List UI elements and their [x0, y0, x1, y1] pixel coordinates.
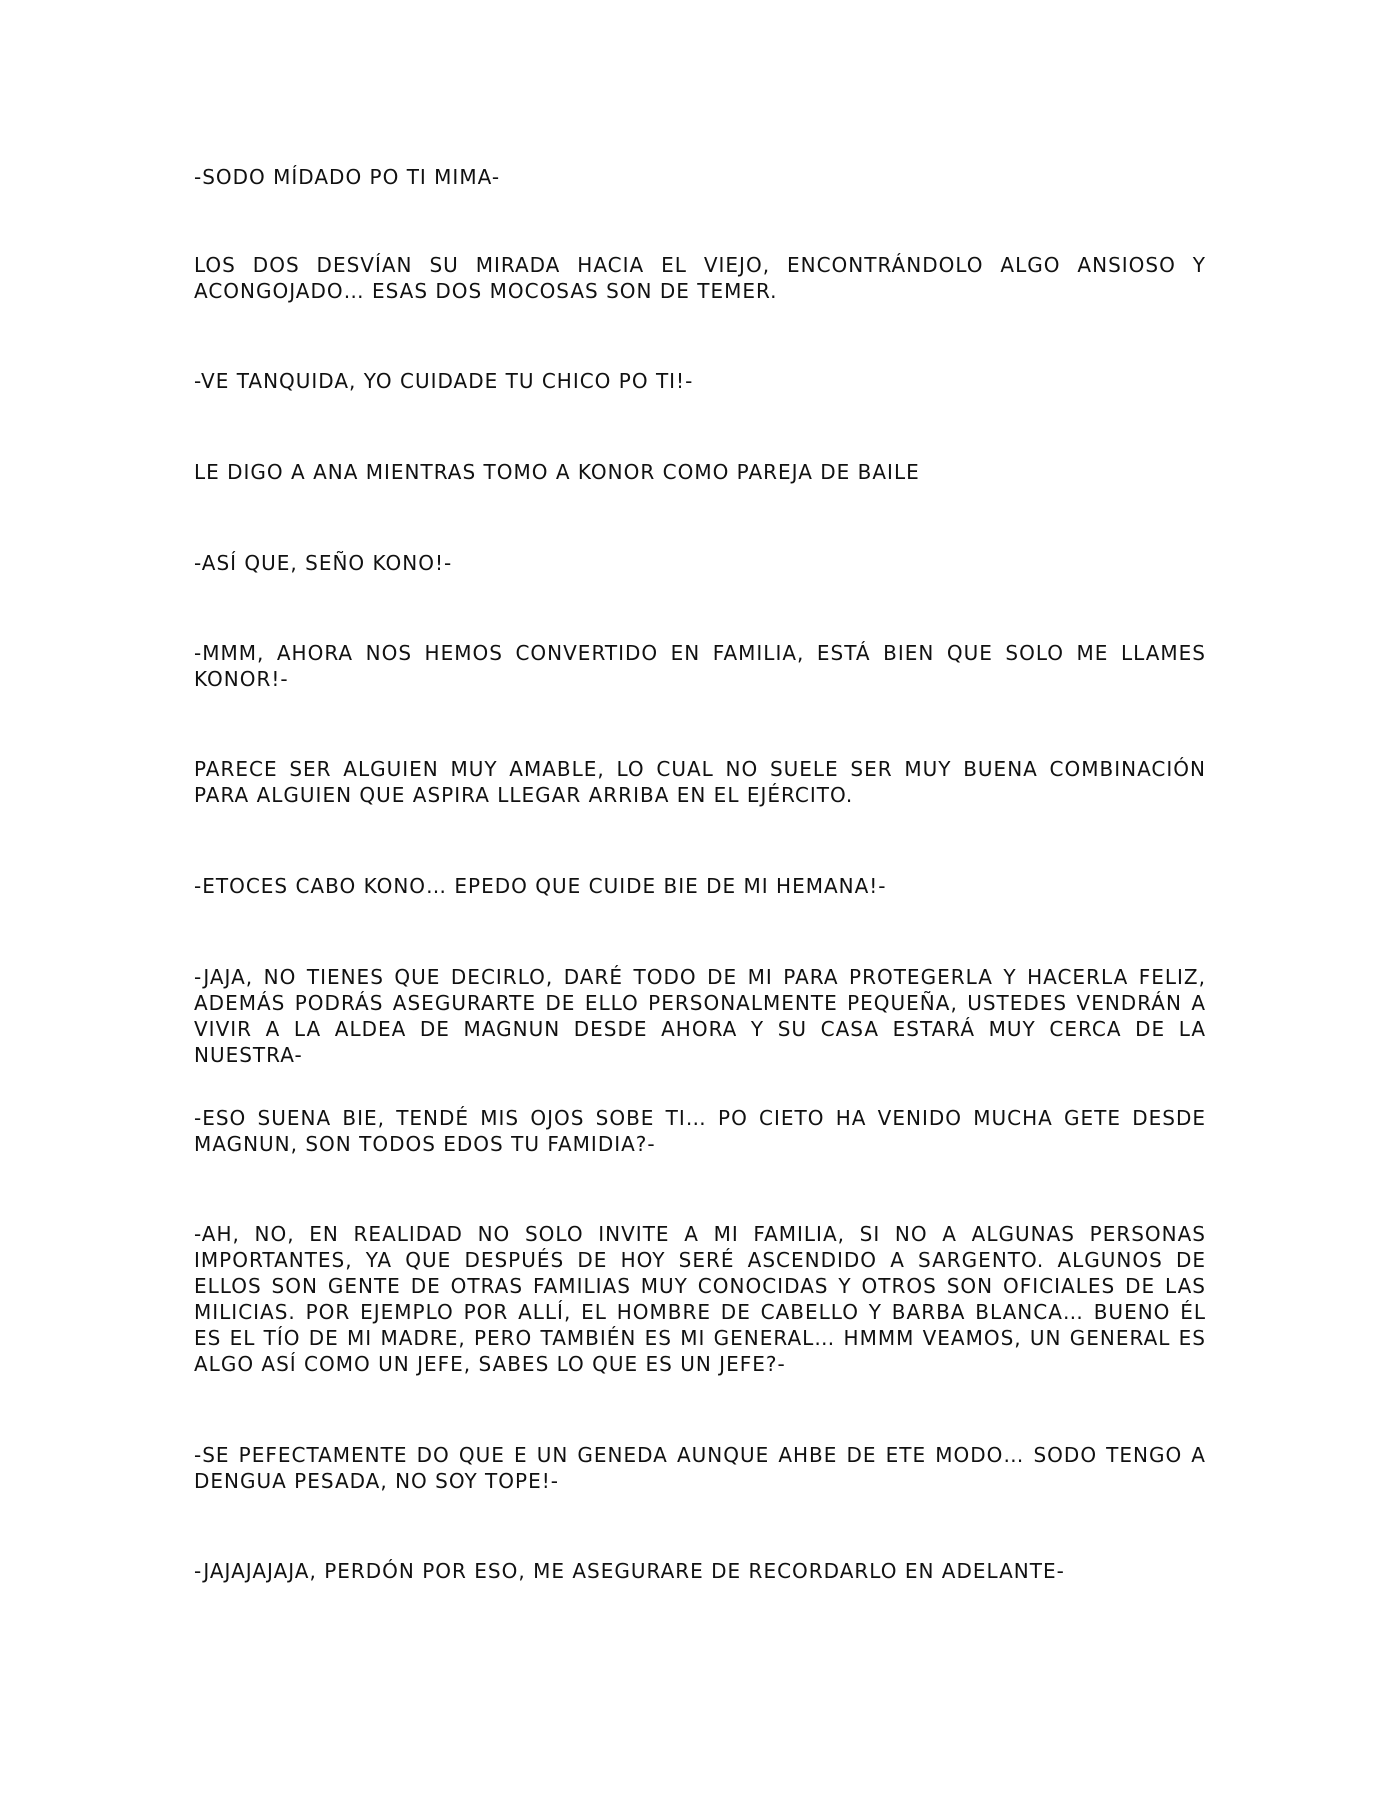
paragraph-3: -VE TANQUIDA, YO CUIDADE TU CHICO PO TI!- [194, 369, 694, 393]
paragraph-12: -SE PEFECTAMENTE DO QUE E UN GENEDA AUNQUE AHBE DE ETE MODO… SODO TENGO A DENGUA PESADA, NO SOY TOPE!- [194, 1443, 1206, 1493]
paragraph-6: -MMM, AHORA NOS HEMOS CONVERTIDO EN FAMILIA, ESTÁ BIEN QUE SOLO ME LLAMES KONOR!- [194, 641, 1206, 691]
paragraph-4: LE DIGO A ANA MIENTRAS TOMO A KONOR COMO PAREJA DE BAILE [194, 460, 920, 484]
paragraph-5: -ASÍ QUE, SEÑO KONO!- [194, 551, 453, 575]
paragraph-8: -ETOCES CABO KONO… EPEDO QUE CUIDE BIE DE MI HEMANA!- [194, 874, 887, 898]
paragraph-2: LOS DOS DESVÍAN SU MIRADA HACIA EL VIEJO, ENCONTRÁNDOLO ALGO ANSIOSO Y ACONGOJADO… ESAS DOS MOCOSAS SON DE TEMER. [194, 253, 1206, 303]
paragraph-7: PARECE SER ALGUIEN MUY AMABLE, LO CUAL NO SUELE SER MUY BUENA COMBINACIÓN PARA ALGUIEN QUE ASPIRA LLEGAR ARRIBA EN EL EJÉRCITO. [194, 757, 1206, 807]
paragraph-1: -SODO MÍDADO PO TI MIMA- [194, 165, 501, 189]
paragraph-11: -AH, NO, EN REALIDAD NO SOLO INVITE A MI FAMILIA, SI NO A ALGUNAS PERSONAS IMPORTANTES, YA QUE DESPUÉS DE HOY SERÉ ASCENDIDO A SARGENTO. ALGUNOS DE ELLOS SON GENTE DE OTRAS FAMILIAS MUY CONOCIDAS Y OTROS SON OFICIALES DE LAS MILICIAS. POR EJEMPLO POR ALLÍ, EL HOMBRE DE CABELLO Y BARBA BLANCA… BUENO ÉL ES EL TÍO DE MI MADRE, PERO TAMBIÉN ES MI GENERAL… HMMM VEAMOS, UN GENERAL ES ALGO ASÍ COMO UN JEFE, SABES LO QUE ES UN JEFE?- [194, 1222, 1206, 1376]
paragraph-10: -ESO SUENA BIE, TENDÉ MIS OJOS SOBE TI… PO CIETO HA VENIDO MUCHA GETE DESDE MAGNUN, SON TODOS EDOS TU FAMIDIA?- [194, 1106, 1206, 1156]
paragraph-13: -JAJAJAJAJA, PERDÓN POR ESO, ME ASEGURARE DE RECORDARLO EN ADELANTE- [194, 1559, 1065, 1583]
paragraph-9: -JAJA, NO TIENES QUE DECIRLO, DARÉ TODO DE MI PARA PROTEGERLA Y HACERLA FELIZ, ADEMÁS PODRÁS ASEGURARTE DE ELLO PERSONALMENTE PEQUEÑA, USTEDES VENDRÁN A VIVIR A LA ALDEA DE MAGNUN DESDE AHORA Y SU CASA ESTARÁ MUY CERCA DE LA NUESTRA- [194, 965, 1206, 1067]
